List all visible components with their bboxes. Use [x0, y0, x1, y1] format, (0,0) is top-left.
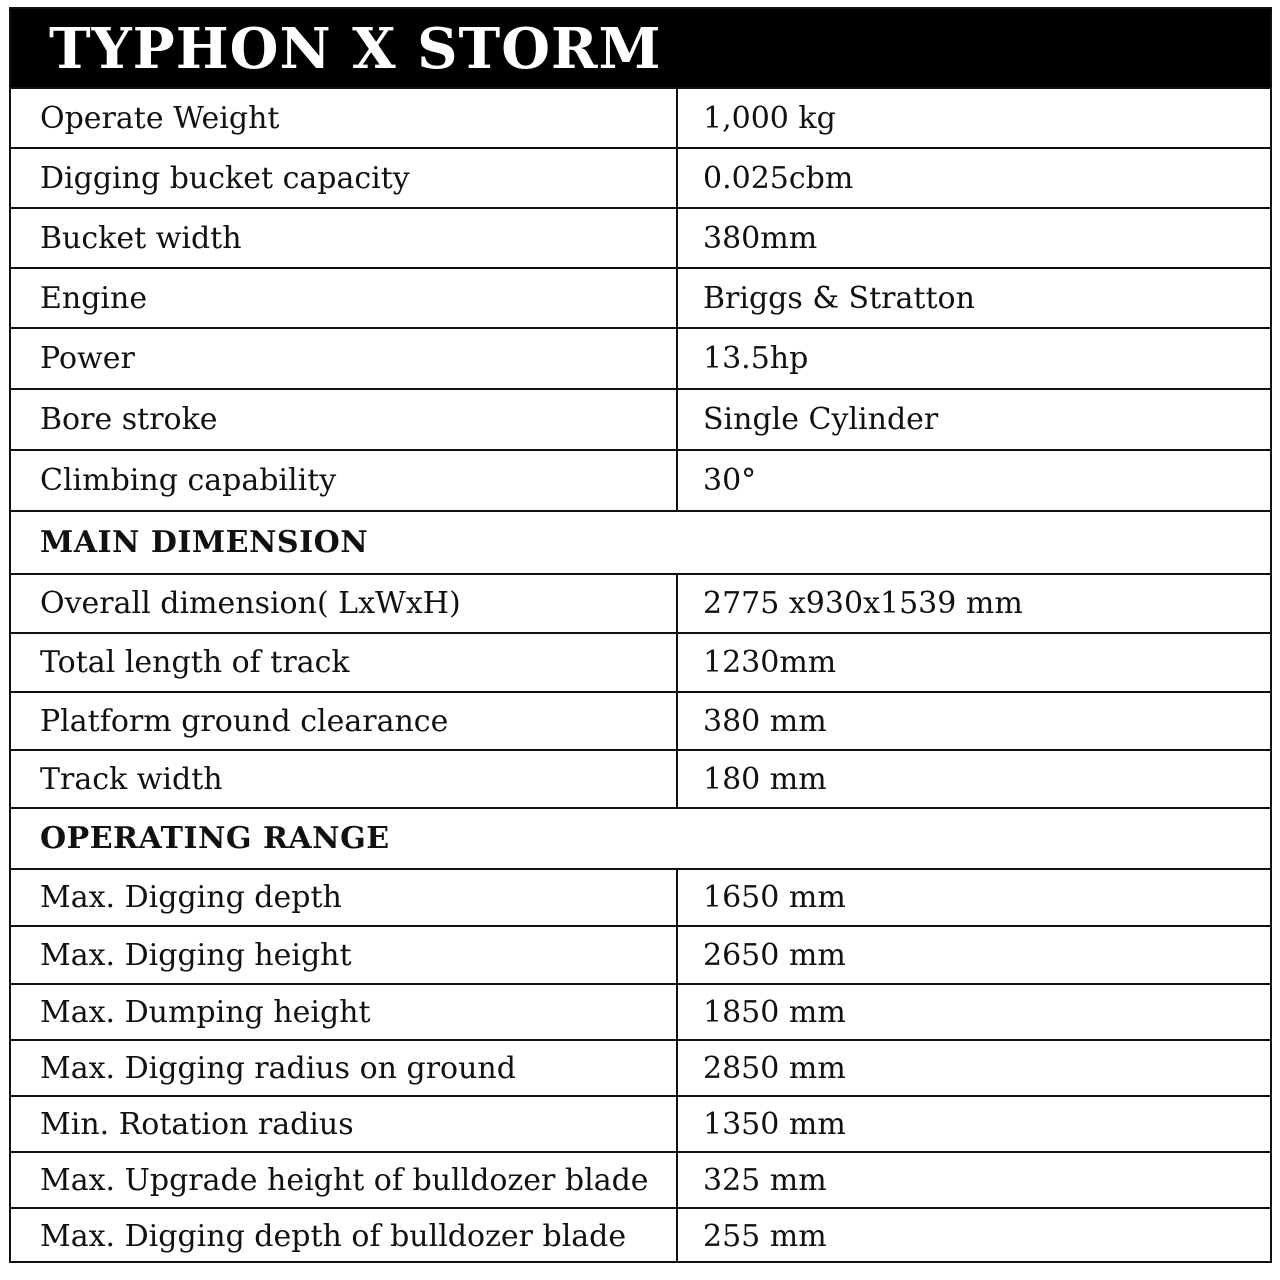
spec-value: 380mm: [703, 220, 818, 256]
spec-value: 325 mm: [703, 1162, 827, 1198]
spec-value: 2775 x930x1539 mm: [703, 586, 1023, 621]
section-heading: OPERATING RANGE: [40, 821, 390, 856]
spec-row: [11, 87, 1270, 147]
spec-value: 13.5hp: [703, 341, 809, 376]
spec-row: [11, 1151, 1270, 1207]
section-header-row: [11, 510, 1270, 573]
spec-row: [11, 1207, 1270, 1263]
column-divider: [676, 575, 678, 632]
column-divider: [676, 1041, 678, 1095]
section-heading: MAIN DIMENSION: [40, 525, 369, 560]
spec-label: Bore stroke: [40, 402, 218, 437]
spec-row: [11, 207, 1270, 267]
column-divider: [676, 269, 678, 327]
spec-value: 255 mm: [703, 1218, 827, 1254]
column-divider: [676, 89, 678, 147]
spec-row: [11, 449, 1270, 510]
column-divider: [676, 1153, 678, 1207]
spec-row: [11, 267, 1270, 327]
spec-label: Max. Digging depth of bulldozer blade: [40, 1218, 627, 1254]
spec-value: Briggs & Stratton: [703, 280, 975, 316]
spec-label: Max. Digging height: [40, 937, 352, 973]
spec-label: Bucket width: [40, 220, 242, 256]
spec-row: [11, 327, 1270, 388]
spec-row: [11, 749, 1270, 807]
section-header-row: [11, 807, 1270, 868]
column-divider: [676, 149, 678, 207]
column-divider: [676, 329, 678, 388]
page-title: TYPHON X STORM: [49, 16, 662, 82]
title-bar: [11, 9, 1270, 89]
column-divider: [676, 693, 678, 749]
spec-value: 2850 mm: [703, 1050, 846, 1086]
column-divider: [676, 209, 678, 267]
spec-label: Digging bucket capacity: [40, 160, 410, 196]
spec-value: 1850 mm: [703, 994, 846, 1030]
spec-label: Total length of track: [40, 645, 350, 680]
spec-row: [11, 1039, 1270, 1095]
spec-row: [11, 388, 1270, 449]
spec-value: 380 mm: [703, 703, 827, 739]
column-divider: [676, 634, 678, 691]
spec-label: Max. Dumping height: [40, 994, 371, 1030]
spec-row: [11, 632, 1270, 691]
spec-label: Platform ground clearance: [40, 703, 449, 739]
spec-row: [11, 573, 1270, 632]
spec-label: Max. Digging depth: [40, 880, 342, 915]
column-divider: [676, 390, 678, 449]
column-divider: [676, 751, 678, 807]
spec-label: Power: [40, 341, 135, 376]
column-divider: [676, 451, 678, 510]
spec-sheet: [9, 7, 1272, 1263]
spec-value: Single Cylinder: [703, 402, 939, 437]
spec-row: [11, 925, 1270, 983]
spec-label: Climbing capability: [40, 463, 337, 498]
spec-value: 1350 mm: [703, 1106, 846, 1142]
column-divider: [676, 985, 678, 1039]
column-divider: [676, 927, 678, 983]
spec-row: [11, 691, 1270, 749]
spec-value: 0.025cbm: [703, 160, 854, 196]
spec-row: [11, 868, 1270, 925]
spec-label: Operate Weight: [40, 100, 280, 136]
spec-value: 1,000 kg: [703, 100, 836, 136]
spec-value: 180 mm: [703, 761, 827, 797]
spec-row: [11, 147, 1270, 207]
spec-row: [11, 1095, 1270, 1151]
column-divider: [676, 1209, 678, 1263]
spec-row: [11, 983, 1270, 1039]
spec-value: 30°: [703, 463, 757, 498]
column-divider: [676, 1097, 678, 1151]
spec-label: Min. Rotation radius: [40, 1106, 354, 1142]
spec-label: Max. Digging radius on ground: [40, 1050, 516, 1086]
spec-value: 1650 mm: [703, 880, 846, 915]
spec-label: Track width: [40, 761, 223, 797]
spec-value: 2650 mm: [703, 937, 846, 973]
spec-label: Engine: [40, 280, 148, 316]
spec-value: 1230mm: [703, 645, 837, 680]
spec-label: Max. Upgrade height of bulldozer blade: [40, 1162, 649, 1198]
column-divider: [676, 870, 678, 925]
spec-label: Overall dimension( LxWxH): [40, 586, 461, 621]
